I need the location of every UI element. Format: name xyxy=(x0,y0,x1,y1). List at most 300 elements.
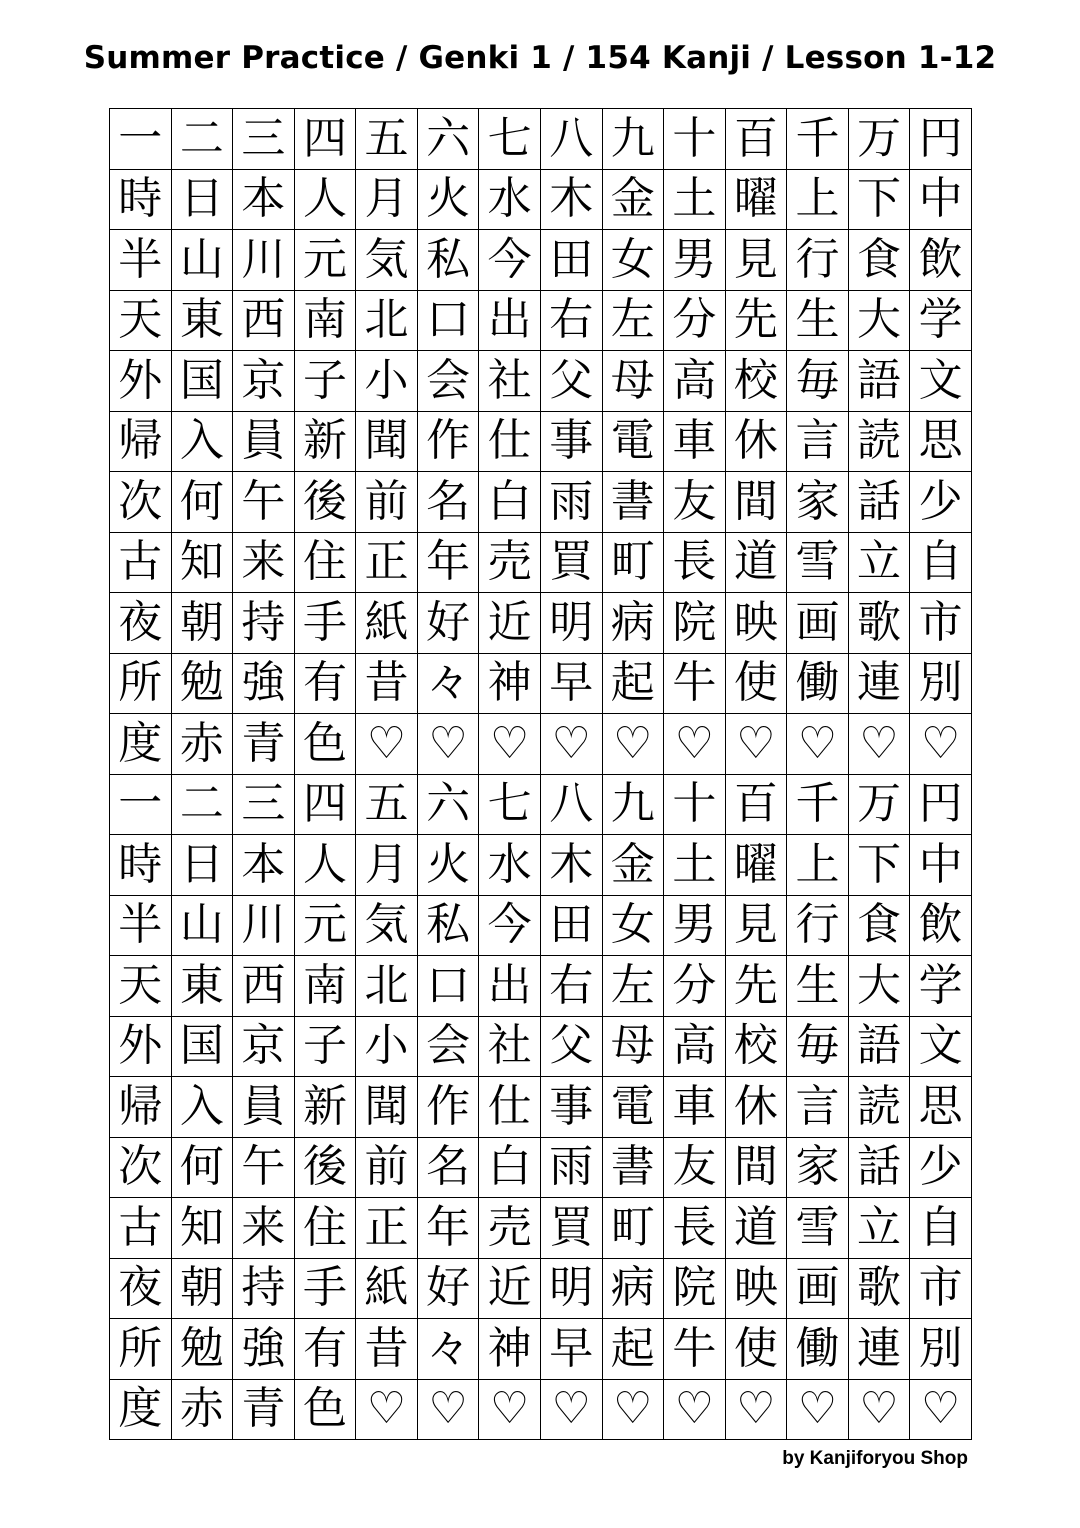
grid-row xyxy=(110,532,972,593)
kanji-cell: 員 xyxy=(233,1077,295,1138)
kanji-cell: 住 xyxy=(294,532,356,593)
kanji-cell: 毎 xyxy=(787,351,849,412)
kanji-cell: 起 xyxy=(602,653,664,714)
kanji-cell: 青 xyxy=(233,714,295,775)
kanji-cell: 書 xyxy=(602,472,664,533)
kanji-cell: 八 xyxy=(540,774,602,835)
kanji-cell: 水 xyxy=(479,835,541,896)
kanji-cell: 神 xyxy=(479,653,541,714)
kanji-cell: 四 xyxy=(294,109,356,170)
kanji-cell: 車 xyxy=(664,411,726,472)
kanji-cell: 子 xyxy=(294,1016,356,1077)
kanji-cell: 自 xyxy=(910,532,972,593)
kanji-cell: 新 xyxy=(294,1077,356,1138)
kanji-cell: 母 xyxy=(602,1016,664,1077)
kanji-cell: 町 xyxy=(602,1198,664,1259)
kanji-cell: 行 xyxy=(787,230,849,291)
kanji-cell: 言 xyxy=(787,1077,849,1138)
kanji-cell: 車 xyxy=(664,1077,726,1138)
kanji-cell: 院 xyxy=(664,593,726,654)
kanji-cell: 五 xyxy=(356,109,418,170)
kanji-cell: 前 xyxy=(356,472,418,533)
kanji-cell: 人 xyxy=(294,169,356,230)
kanji-cell: 牛 xyxy=(664,1319,726,1380)
kanji-cell: 日 xyxy=(171,169,233,230)
kanji-cell: 少 xyxy=(910,472,972,533)
kanji-cell: 紙 xyxy=(356,1258,418,1319)
kanji-cell: 今 xyxy=(479,230,541,291)
kanji-cell: 中 xyxy=(910,835,972,896)
grid-row xyxy=(110,1198,972,1259)
kanji-cell: 毎 xyxy=(787,1016,849,1077)
kanji-cell: 社 xyxy=(479,1016,541,1077)
kanji-cell: 田 xyxy=(540,230,602,291)
kanji-cell: 一 xyxy=(110,774,172,835)
heart-icon: ♡ xyxy=(725,1379,787,1440)
grid-row xyxy=(110,774,972,835)
kanji-cell: 道 xyxy=(725,532,787,593)
kanji-cell: 作 xyxy=(417,1077,479,1138)
kanji-cell: 小 xyxy=(356,351,418,412)
kanji-cell: 下 xyxy=(848,835,910,896)
kanji-cell: 万 xyxy=(848,774,910,835)
kanji-cell: 昔 xyxy=(356,653,418,714)
kanji-cell: 間 xyxy=(725,1137,787,1198)
kanji-cell: 下 xyxy=(848,169,910,230)
kanji-cell: 京 xyxy=(233,1016,295,1077)
kanji-cell: 七 xyxy=(479,774,541,835)
kanji-cell: 金 xyxy=(602,169,664,230)
kanji-cell: 三 xyxy=(233,774,295,835)
kanji-cell: 帰 xyxy=(110,1077,172,1138)
kanji-cell: 名 xyxy=(417,472,479,533)
kanji-cell: 画 xyxy=(787,1258,849,1319)
kanji-cell: 学 xyxy=(910,956,972,1017)
kanji-cell: 父 xyxy=(540,1016,602,1077)
kanji-cell: 子 xyxy=(294,351,356,412)
kanji-cell: 勉 xyxy=(171,653,233,714)
kanji-cell: 二 xyxy=(171,109,233,170)
kanji-cell: 学 xyxy=(910,290,972,351)
kanji-cell: 院 xyxy=(664,1258,726,1319)
kanji-cell: 火 xyxy=(417,835,479,896)
grid-row xyxy=(110,895,972,956)
kanji-cell: 話 xyxy=(848,1137,910,1198)
kanji-cell: 出 xyxy=(479,956,541,1017)
kanji-cell: 見 xyxy=(725,895,787,956)
kanji-cell: 思 xyxy=(910,411,972,472)
kanji-cell: 町 xyxy=(602,532,664,593)
grid-row xyxy=(110,714,972,775)
heart-icon: ♡ xyxy=(664,1379,726,1440)
kanji-cell: 年 xyxy=(417,1198,479,1259)
kanji-cell: 書 xyxy=(602,1137,664,1198)
kanji-cell: 員 xyxy=(233,411,295,472)
heart-icon: ♡ xyxy=(540,1379,602,1440)
kanji-cell: 上 xyxy=(787,169,849,230)
kanji-cell: 人 xyxy=(294,835,356,896)
kanji-cell: 国 xyxy=(171,351,233,412)
kanji-grid-body xyxy=(110,109,972,1440)
kanji-cell: 今 xyxy=(479,895,541,956)
kanji-cell: 朝 xyxy=(171,593,233,654)
kanji-cell: 父 xyxy=(540,351,602,412)
kanji-cell: 近 xyxy=(479,593,541,654)
kanji-cell: 田 xyxy=(540,895,602,956)
kanji-cell: 起 xyxy=(602,1319,664,1380)
heart-icon: ♡ xyxy=(356,1379,418,1440)
kanji-cell: 赤 xyxy=(171,714,233,775)
kanji-cell: 午 xyxy=(233,1137,295,1198)
kanji-cell: 男 xyxy=(664,895,726,956)
kanji-cell: 十 xyxy=(664,774,726,835)
kanji-cell: 明 xyxy=(540,593,602,654)
kanji-cell: 夜 xyxy=(110,593,172,654)
kanji-cell: 語 xyxy=(848,1016,910,1077)
kanji-cell: 本 xyxy=(233,835,295,896)
kanji-cell: 所 xyxy=(110,653,172,714)
kanji-cell: 名 xyxy=(417,1137,479,1198)
kanji-cell: 会 xyxy=(417,351,479,412)
kanji-cell: 明 xyxy=(540,1258,602,1319)
kanji-cell: 飲 xyxy=(910,230,972,291)
kanji-cell: 校 xyxy=(725,1016,787,1077)
kanji-cell: 午 xyxy=(233,472,295,533)
kanji-cell: 友 xyxy=(664,1137,726,1198)
kanji-cell: 私 xyxy=(417,230,479,291)
kanji-cell: 一 xyxy=(110,109,172,170)
kanji-cell: 西 xyxy=(233,290,295,351)
kanji-cell: 手 xyxy=(294,1258,356,1319)
page-title: Summer Practice / Genki 1 / 154 Kanji / Lesson 1-12 xyxy=(83,40,997,76)
kanji-cell: 半 xyxy=(110,895,172,956)
kanji-cell: 百 xyxy=(725,774,787,835)
kanji-cell: 映 xyxy=(725,1258,787,1319)
kanji-cell: 金 xyxy=(602,835,664,896)
heart-icon: ♡ xyxy=(910,1379,972,1440)
kanji-cell: 六 xyxy=(417,109,479,170)
kanji-cell: 次 xyxy=(110,472,172,533)
kanji-cell: 高 xyxy=(664,1016,726,1077)
kanji-cell: 七 xyxy=(479,109,541,170)
kanji-cell: 別 xyxy=(910,653,972,714)
kanji-cell: 知 xyxy=(171,1198,233,1259)
heart-icon: ♡ xyxy=(910,714,972,775)
kanji-cell: 色 xyxy=(294,1379,356,1440)
kanji-cell: 色 xyxy=(294,714,356,775)
kanji-cell: 強 xyxy=(233,1319,295,1380)
grid-row xyxy=(110,1258,972,1319)
kanji-cell: 万 xyxy=(848,109,910,170)
kanji-cell: 二 xyxy=(171,774,233,835)
kanji-cell: 古 xyxy=(110,532,172,593)
kanji-cell: 口 xyxy=(417,956,479,1017)
kanji-cell: 西 xyxy=(233,956,295,1017)
kanji-cell: 上 xyxy=(787,835,849,896)
kanji-cell: 歌 xyxy=(848,1258,910,1319)
kanji-cell: 土 xyxy=(664,169,726,230)
kanji-cell: 白 xyxy=(479,1137,541,1198)
grid-row xyxy=(110,956,972,1017)
heart-icon: ♡ xyxy=(725,714,787,775)
kanji-cell: 千 xyxy=(787,109,849,170)
kanji-cell: 夜 xyxy=(110,1258,172,1319)
kanji-cell: 画 xyxy=(787,593,849,654)
kanji-cell: 東 xyxy=(171,290,233,351)
kanji-cell: 雨 xyxy=(540,1137,602,1198)
kanji-cell: 家 xyxy=(787,472,849,533)
grid-row xyxy=(110,835,972,896)
kanji-cell: 家 xyxy=(787,1137,849,1198)
kanji-cell: 々 xyxy=(417,1319,479,1380)
kanji-cell: 好 xyxy=(417,1258,479,1319)
kanji-cell: 時 xyxy=(110,169,172,230)
kanji-cell: 何 xyxy=(171,472,233,533)
kanji-cell: 正 xyxy=(356,532,418,593)
kanji-cell: 赤 xyxy=(171,1379,233,1440)
kanji-cell: 千 xyxy=(787,774,849,835)
kanji-cell: 事 xyxy=(540,411,602,472)
kanji-cell: 使 xyxy=(725,653,787,714)
kanji-cell: 中 xyxy=(910,169,972,230)
kanji-cell: 前 xyxy=(356,1137,418,1198)
kanji-cell: 立 xyxy=(848,1198,910,1259)
kanji-cell: 外 xyxy=(110,351,172,412)
kanji-cell: 男 xyxy=(664,230,726,291)
kanji-cell: 女 xyxy=(602,230,664,291)
kanji-cell: 気 xyxy=(356,230,418,291)
kanji-cell: 別 xyxy=(910,1319,972,1380)
kanji-cell: 白 xyxy=(479,472,541,533)
kanji-cell: 土 xyxy=(664,835,726,896)
kanji-cell: 売 xyxy=(479,532,541,593)
kanji-cell: 昔 xyxy=(356,1319,418,1380)
kanji-cell: 読 xyxy=(848,411,910,472)
kanji-cell: 文 xyxy=(910,1016,972,1077)
kanji-cell: 帰 xyxy=(110,411,172,472)
kanji-cell: 先 xyxy=(725,290,787,351)
grid-row xyxy=(110,653,972,714)
kanji-cell: 雪 xyxy=(787,1198,849,1259)
kanji-cell: 川 xyxy=(233,230,295,291)
kanji-cell: 電 xyxy=(602,1077,664,1138)
kanji-cell: 生 xyxy=(787,956,849,1017)
heart-icon: ♡ xyxy=(602,1379,664,1440)
kanji-cell: 青 xyxy=(233,1379,295,1440)
kanji-cell: 後 xyxy=(294,1137,356,1198)
kanji-cell: 仕 xyxy=(479,411,541,472)
kanji-cell: 長 xyxy=(664,532,726,593)
kanji-cell: 友 xyxy=(664,472,726,533)
kanji-cell: 円 xyxy=(910,109,972,170)
grid-row xyxy=(110,472,972,533)
kanji-cell: 仕 xyxy=(479,1077,541,1138)
heart-icon: ♡ xyxy=(602,714,664,775)
kanji-cell: 雨 xyxy=(540,472,602,533)
heart-icon: ♡ xyxy=(417,714,479,775)
kanji-cell: 使 xyxy=(725,1319,787,1380)
kanji-cell: 聞 xyxy=(356,1077,418,1138)
kanji-cell: 連 xyxy=(848,653,910,714)
kanji-cell: 生 xyxy=(787,290,849,351)
kanji-cell: 先 xyxy=(725,956,787,1017)
kanji-cell: 四 xyxy=(294,774,356,835)
kanji-cell: 々 xyxy=(417,653,479,714)
kanji-cell: 日 xyxy=(171,835,233,896)
kanji-cell: 南 xyxy=(294,956,356,1017)
kanji-cell: 早 xyxy=(540,653,602,714)
kanji-cell: 自 xyxy=(910,1198,972,1259)
kanji-cell: 来 xyxy=(233,1198,295,1259)
kanji-cell: 有 xyxy=(294,1319,356,1380)
kanji-cell: 休 xyxy=(725,411,787,472)
kanji-cell: 北 xyxy=(356,956,418,1017)
grid-row xyxy=(110,169,972,230)
kanji-cell: 語 xyxy=(848,351,910,412)
kanji-cell: 見 xyxy=(725,230,787,291)
kanji-cell: 思 xyxy=(910,1077,972,1138)
kanji-cell: 道 xyxy=(725,1198,787,1259)
kanji-cell: 勉 xyxy=(171,1319,233,1380)
kanji-cell: 百 xyxy=(725,109,787,170)
grid-row xyxy=(110,290,972,351)
kanji-cell: 連 xyxy=(848,1319,910,1380)
kanji-cell: 買 xyxy=(540,532,602,593)
kanji-cell: 映 xyxy=(725,593,787,654)
kanji-cell: 国 xyxy=(171,1016,233,1077)
kanji-cell: 行 xyxy=(787,895,849,956)
heart-icon: ♡ xyxy=(664,714,726,775)
grid-row xyxy=(110,230,972,291)
kanji-cell: 牛 xyxy=(664,653,726,714)
credit-line: by Kanjiforyou Shop xyxy=(782,1448,968,1469)
kanji-grid xyxy=(109,108,972,1440)
kanji-cell: 天 xyxy=(110,956,172,1017)
grid-row xyxy=(110,1016,972,1077)
kanji-cell: 持 xyxy=(233,1258,295,1319)
kanji-cell: 東 xyxy=(171,956,233,1017)
heart-icon: ♡ xyxy=(479,714,541,775)
grid-row xyxy=(110,109,972,170)
kanji-cell: 電 xyxy=(602,411,664,472)
kanji-cell: 休 xyxy=(725,1077,787,1138)
kanji-cell: 何 xyxy=(171,1137,233,1198)
kanji-cell: 作 xyxy=(417,411,479,472)
kanji-cell: 時 xyxy=(110,835,172,896)
kanji-cell: 山 xyxy=(171,230,233,291)
kanji-cell: 母 xyxy=(602,351,664,412)
heart-icon: ♡ xyxy=(356,714,418,775)
kanji-cell: 強 xyxy=(233,653,295,714)
kanji-cell: 京 xyxy=(233,351,295,412)
grid-row xyxy=(110,1319,972,1380)
kanji-cell: 月 xyxy=(356,169,418,230)
kanji-cell: 南 xyxy=(294,290,356,351)
kanji-cell: 飲 xyxy=(910,895,972,956)
grid-row xyxy=(110,1077,972,1138)
kanji-cell: 正 xyxy=(356,1198,418,1259)
kanji-cell: 働 xyxy=(787,653,849,714)
kanji-cell: 長 xyxy=(664,1198,726,1259)
kanji-cell: 有 xyxy=(294,653,356,714)
kanji-cell: 元 xyxy=(294,895,356,956)
kanji-cell: 病 xyxy=(602,593,664,654)
kanji-cell: 高 xyxy=(664,351,726,412)
kanji-cell: 気 xyxy=(356,895,418,956)
kanji-cell: 来 xyxy=(233,532,295,593)
kanji-cell: 次 xyxy=(110,1137,172,1198)
kanji-cell: 病 xyxy=(602,1258,664,1319)
kanji-cell: 女 xyxy=(602,895,664,956)
kanji-cell: 木 xyxy=(540,835,602,896)
kanji-cell: 住 xyxy=(294,1198,356,1259)
kanji-cell: 紙 xyxy=(356,593,418,654)
kanji-cell: 度 xyxy=(110,1379,172,1440)
kanji-cell: 少 xyxy=(910,1137,972,1198)
kanji-cell: 市 xyxy=(910,593,972,654)
kanji-cell: 持 xyxy=(233,593,295,654)
kanji-cell: 火 xyxy=(417,169,479,230)
kanji-cell: 山 xyxy=(171,895,233,956)
kanji-cell: 私 xyxy=(417,895,479,956)
kanji-cell: 話 xyxy=(848,472,910,533)
kanji-cell: 間 xyxy=(725,472,787,533)
kanji-cell: 八 xyxy=(540,109,602,170)
kanji-cell: 三 xyxy=(233,109,295,170)
heart-icon: ♡ xyxy=(479,1379,541,1440)
kanji-cell: 年 xyxy=(417,532,479,593)
heart-icon: ♡ xyxy=(848,1379,910,1440)
grid-row xyxy=(110,351,972,412)
kanji-cell: 外 xyxy=(110,1016,172,1077)
kanji-cell: 川 xyxy=(233,895,295,956)
kanji-cell: 天 xyxy=(110,290,172,351)
kanji-cell: 分 xyxy=(664,290,726,351)
kanji-cell: 五 xyxy=(356,774,418,835)
kanji-cell: 月 xyxy=(356,835,418,896)
kanji-cell: 入 xyxy=(171,1077,233,1138)
kanji-cell: 働 xyxy=(787,1319,849,1380)
kanji-cell: 水 xyxy=(479,169,541,230)
heart-icon: ♡ xyxy=(787,1379,849,1440)
kanji-cell: 知 xyxy=(171,532,233,593)
grid-row xyxy=(110,593,972,654)
kanji-cell: 朝 xyxy=(171,1258,233,1319)
kanji-cell: 神 xyxy=(479,1319,541,1380)
kanji-cell: 近 xyxy=(479,1258,541,1319)
kanji-cell: 大 xyxy=(848,290,910,351)
kanji-cell: 所 xyxy=(110,1319,172,1380)
heart-icon: ♡ xyxy=(848,714,910,775)
kanji-cell: 食 xyxy=(848,230,910,291)
kanji-cell: 早 xyxy=(540,1319,602,1380)
kanji-cell: 半 xyxy=(110,230,172,291)
kanji-cell: 好 xyxy=(417,593,479,654)
kanji-cell: 六 xyxy=(417,774,479,835)
grid-row xyxy=(110,1379,972,1440)
kanji-cell: 会 xyxy=(417,1016,479,1077)
kanji-cell: 度 xyxy=(110,714,172,775)
kanji-cell: 北 xyxy=(356,290,418,351)
kanji-cell: 九 xyxy=(602,109,664,170)
kanji-cell: 文 xyxy=(910,351,972,412)
kanji-cell: 左 xyxy=(602,956,664,1017)
kanji-cell: 雪 xyxy=(787,532,849,593)
kanji-cell: 言 xyxy=(787,411,849,472)
kanji-cell: 社 xyxy=(479,351,541,412)
kanji-cell: 手 xyxy=(294,593,356,654)
kanji-cell: 元 xyxy=(294,230,356,291)
